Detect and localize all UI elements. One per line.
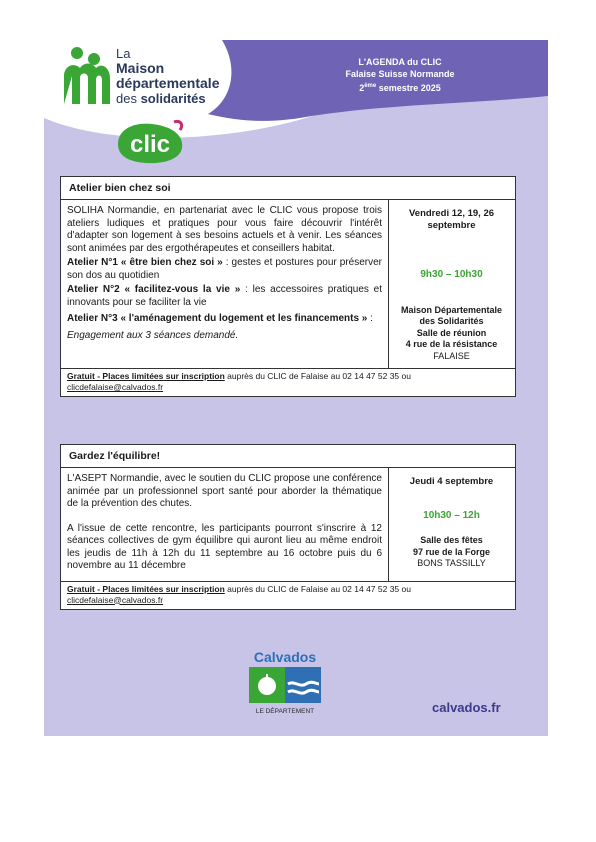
event-email-link[interactable]: clicdefalaise@calvados.fr (67, 382, 164, 392)
event-email-link[interactable]: clicdefalaise@calvados.fr (67, 594, 164, 605)
event-intro: L'ASEPT Normandie, avec le soutien du CLIC propose une conférence animée par un professionnel sport santé pour aborder la thématique de la prévention des chutes. (67, 473, 382, 509)
event-detail: A l'issue de cette rencontre, les participants pourront s'inscrire à 12 séances collectives de gym équilibre qui auront lieu au même endroit les jeudis de 11h à 12h du 11 septembre au 16 octobre puis du 6 novembre au 11 décembre (67, 522, 382, 571)
msd-logo (60, 42, 235, 122)
event-title: Gardez l'équilibre! (61, 445, 515, 468)
event-registration: Gratuit - Places limitées sur inscription auprès du CLIC de Falaise au 02 14 47 52 35 ou clicdefalaise@calvados.fr (67, 583, 411, 605)
clic-badge-icon (112, 118, 190, 166)
logo-line-2: Maison (116, 60, 165, 76)
event-time: 9h30 – 10h30 (420, 269, 483, 280)
event-title: Atelier bien chez soi (61, 177, 515, 200)
logo-line-1: La (116, 46, 131, 61)
logo-line-3: départementale (116, 75, 220, 91)
msd-logo-text (116, 46, 219, 106)
atelier-3: Atelier N°3 « l'aménagement du logement et les financements » : (67, 313, 373, 324)
event-intro: SOLIHA Normandie, en partenariat avec le CLIC vous propose trois ateliers ludiques et pratiques pour vous faire découvrir l'intérêt d'adapter son logement à ses besoins actuels et à venir. Les séances sont animées par des ergothérapeutes et conseillers habitat. (67, 205, 382, 254)
calvados-website-link[interactable]: calvados.fr (432, 700, 501, 715)
msd-logo-mark-icon (60, 46, 112, 108)
event-place: Salle des fêtes 97 rue de la Forge BONS TASSILLY (412, 535, 491, 568)
event-date: Jeudi 4 septembre (409, 476, 494, 487)
event-time: 10h30 – 12h (423, 509, 480, 521)
event-place: Maison Départementale des Solidarités Salle de réunion 4 rue de la résistance FALAISE (400, 304, 503, 361)
event-info (389, 200, 514, 368)
calvados-logo-icon (243, 648, 327, 716)
agenda-period: 2ème semestre 2025 (359, 83, 441, 93)
event-description (61, 468, 389, 581)
agenda-title: L'AGENDA du CLIC (358, 57, 442, 67)
svg-text:Calvados: Calvados (253, 649, 317, 665)
agenda-area: Falaise Suisse Normande (345, 69, 455, 79)
logo-line-4: des solidarités (116, 91, 206, 106)
svg-text:LE DÉPARTEMENT: LE DÉPARTEMENT (255, 708, 315, 715)
event-note: Engagement aux 3 séances demandé. (67, 329, 239, 341)
event-date: Vendredi 12, 19, 26 septembre (408, 208, 495, 231)
event-card-atelier (60, 176, 516, 397)
event-registration: Gratuit - Places limitées sur inscription auprès du CLIC de Falaise au 02 14 47 52 35 ou clicdefalaise@calvados.fr (67, 371, 411, 392)
agenda-header (316, 56, 484, 94)
atelier-2: Atelier N°2 « facilitez-vous la vie » : les accessoires pratiques et innovants pour se faciliter la vie (67, 284, 382, 308)
event-description (61, 200, 389, 368)
event-card-equilibre (60, 444, 516, 610)
event-info (389, 468, 514, 581)
atelier-1: Atelier N°1 « être bien chez soi » : gestes et postures pour préserver son dos au quotidien (67, 257, 382, 281)
svg-text:clic: clic (129, 131, 171, 158)
